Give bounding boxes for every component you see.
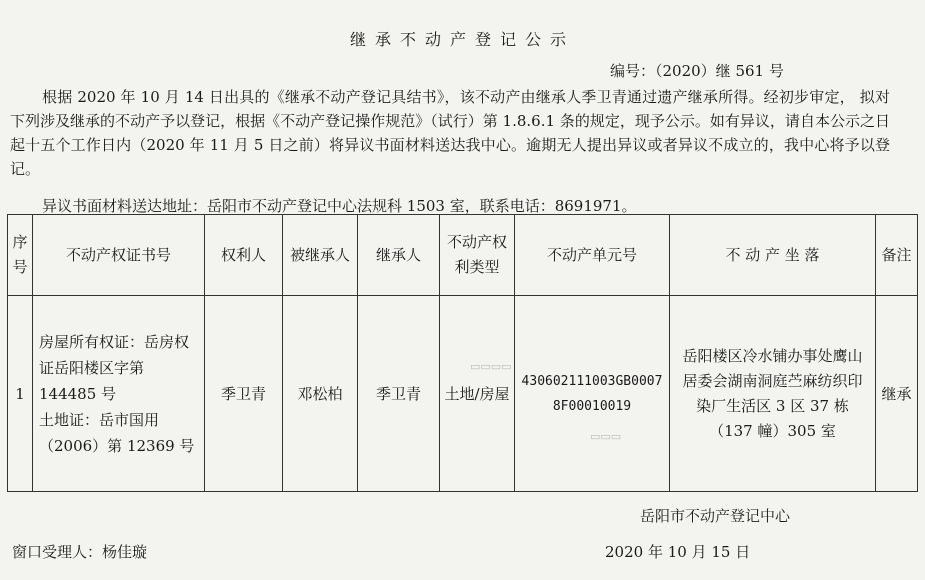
objection-address: 异议书面材料送达地址：岳阳市不动产登记中心法规科 1503 室，联系电话：8691971。 (42, 197, 637, 215)
page-title: 继承不动产登记公示 (349, 30, 575, 49)
header-cert: 不动产权证书号 (33, 215, 205, 296)
cell-no: 1 (8, 296, 33, 492)
header-unit-no: 不动产单元号 (515, 215, 670, 296)
cert-house: 房屋所有权证：岳房权证岳阳楼区字第 144485 号 (39, 332, 190, 403)
header-location: 不 动 产 坐 落 (670, 215, 876, 296)
cell-remark: 继承 (876, 296, 918, 492)
cell-decedent: 邓松柏 (283, 296, 358, 492)
header-heir: 继承人 (358, 215, 440, 296)
cell-unit-no: 430602111003GB00078F00010019 (515, 296, 670, 492)
document-number: 编号：（2020）继 561 号 (610, 62, 784, 80)
cert-land: 土地证：岳市国用（2006）第 12369 号 (39, 410, 195, 455)
notice-body (10, 85, 890, 181)
bleed-through-mark: ▭▭▭ (590, 430, 622, 443)
header-remark: 备注 (876, 215, 918, 296)
notice-paragraph: 根据 2020 年 10 月 14 日出具的《继承不动产登记具结书》，该不动产由继承人季卫青通过遗产继承所得。经初步审定， 拟对下列涉及继承的不动产予以登记，根据《不动产登记操作规范》（试行）第 1.8.6.1 条的规定，现予公示。如有异议，请自本公示之日起十五个工作日内（2020 年 11 月 5 日之前）将异议书面材料送达我中心。逾期无人提出异议或者异议不成立的，我中心将予以登记。 (10, 88, 890, 178)
cell-right-type: 土地/房屋 (440, 296, 515, 492)
header-no: 序号 (8, 215, 33, 296)
window-clerk: 窗口受理人：杨佳璇 (12, 543, 148, 561)
issuing-center: 岳阳市不动产登记中心 (640, 507, 791, 525)
header-decedent: 被继承人 (283, 215, 358, 296)
cell-location: 岳阳楼区冷水铺办事处鹰山居委会湖南洞庭苎麻纺织印染厂生活区 3 区 37 栋（137 幢）305 室 (670, 296, 876, 492)
table-row (8, 296, 918, 492)
cell-holder: 季卫青 (205, 296, 283, 492)
table-header-row (8, 215, 918, 296)
header-holder: 权利人 (205, 215, 283, 296)
cell-heir: 季卫青 (358, 296, 440, 492)
issue-date: 2020 年 10 月 15 日 (605, 543, 751, 561)
cell-cert (33, 296, 205, 492)
header-right-type: 不动产权利类型 (440, 215, 515, 296)
property-table (7, 214, 918, 492)
bleed-through-mark: ▭▭▭▭ (470, 360, 512, 373)
